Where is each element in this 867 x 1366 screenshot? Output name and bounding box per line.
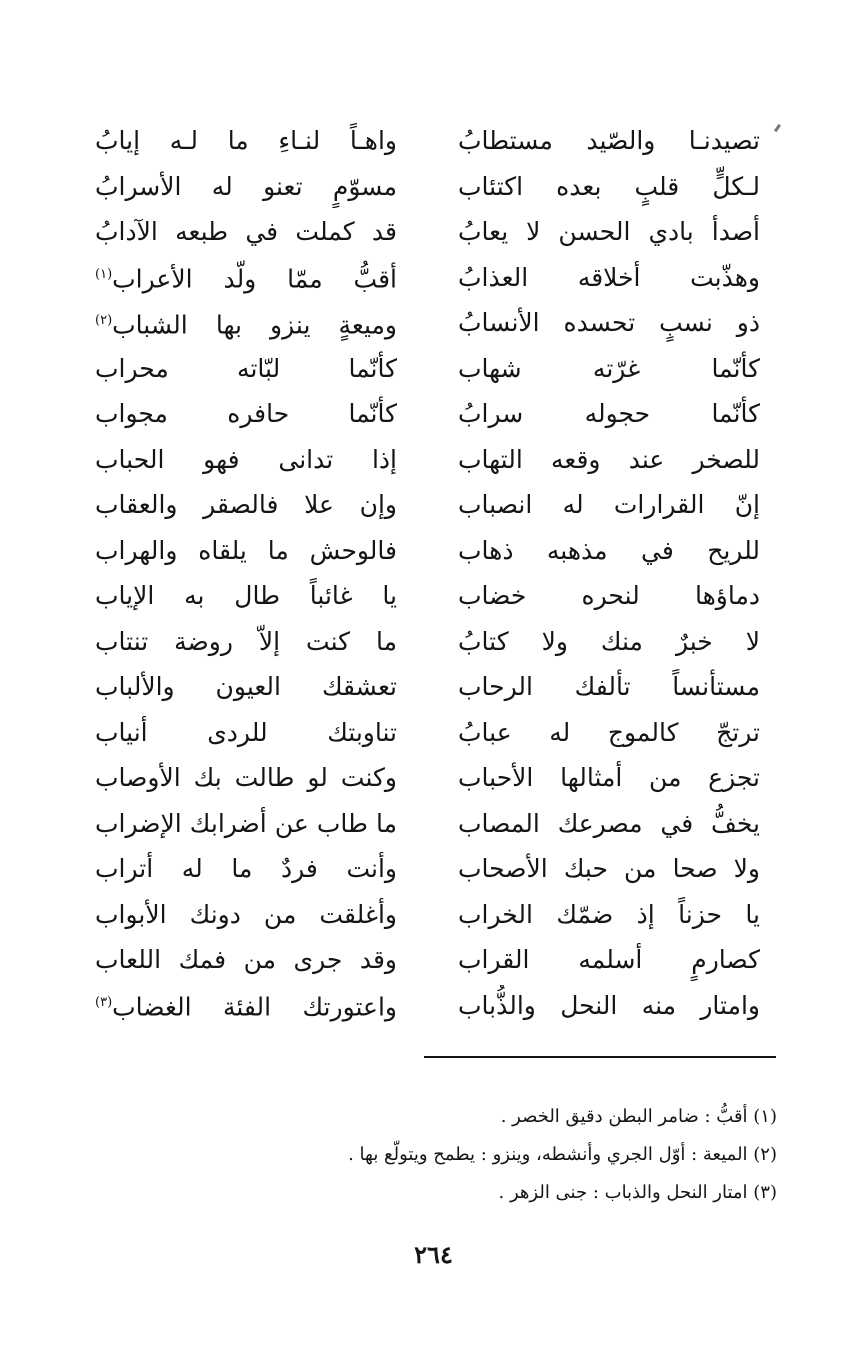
- verse-first-hemistich: كأنّما غرّته شهاب: [458, 353, 760, 383]
- verse-first-hemistich: يخفُّ في مصرعك المصاب: [458, 808, 760, 838]
- verse-second-text: وميعةٍ ينزو بها الشباب: [112, 310, 397, 340]
- verse: [95, 439, 760, 481]
- page-number: ٢٦٤: [414, 1240, 453, 1269]
- verse: [95, 575, 760, 617]
- verse-second-text: وأغلقت من دونك الأبواب: [95, 899, 397, 929]
- verse-second-hemistich: [95, 211, 397, 253]
- verse: [95, 894, 760, 936]
- verse-second-text: كأنّما حافره مجواب: [95, 399, 397, 428]
- verse-first-hemistich: للصخر عند وقعه التهاب: [458, 444, 760, 474]
- verse-second-hemistich: [95, 120, 397, 162]
- footnote-2: (٢) الميعة : أوّل الجري وأنشطه، وينزو : يطمح ويتولّع بها .: [348, 1144, 777, 1165]
- verse: [95, 348, 760, 390]
- verse-second-hemistich: [95, 757, 397, 799]
- verse: [95, 939, 760, 981]
- poem: [95, 120, 760, 1022]
- verse-second-text: تعشقك العيون والألباب: [95, 672, 397, 701]
- verse-second-text: تناوبتك للردى أنياب: [95, 717, 397, 747]
- verse-second-text: واعتورتك الفئة الغضاب: [112, 992, 397, 1022]
- verse-second-hemistich: [95, 621, 397, 663]
- verse: [95, 257, 760, 299]
- verse: [95, 712, 760, 754]
- corner-mark: [774, 124, 781, 132]
- verse-second-text: ما كنت إلاّ روضة تنتاب: [95, 626, 397, 656]
- verse-second-text: فالوحش ما يلقاه والهراب: [95, 535, 397, 565]
- verse-first-hemistich: إنّ القرارات له انصباب: [458, 490, 760, 519]
- verse-first-hemistich: للريح في مذهبه ذهاب: [458, 535, 760, 565]
- footnote-1: (١) أقبُّ : ضامر البطن دقيق الخصر .: [500, 1106, 777, 1127]
- verse-first-hemistich: ولا صحا من حبك الأصحاب: [458, 854, 760, 883]
- verse-first-hemistich: دماؤها لنحره خضاب: [458, 581, 760, 610]
- verse: [95, 302, 760, 344]
- verse-second-hemistich: [95, 848, 397, 890]
- verse-first-hemistich: تجزع من أمثالها الأحباب: [458, 763, 760, 792]
- verse: [95, 621, 760, 663]
- verse-second-hemistich: [95, 803, 397, 845]
- verse-second-hemistich: [95, 982, 397, 1028]
- verse-second-text: واهـاً لنـاءِ ما لـه إيابُ: [95, 126, 397, 155]
- verse-second-text: وإن علا فالصقر والعقاب: [95, 490, 397, 519]
- verse: [95, 484, 760, 526]
- verse-second-hemistich: [95, 484, 397, 526]
- verse-second-text: وأنت فردٌ ما له أتراب: [95, 854, 397, 883]
- verse-first-hemistich: تصيدنـا والصّيد مستطابُ: [458, 126, 760, 155]
- verse-second-hemistich: [95, 530, 397, 572]
- verse: [95, 393, 760, 435]
- footnotes: [77, 1098, 777, 1212]
- verse-first-hemistich: مستأنساً تألفك الرحاب: [458, 672, 760, 701]
- verse-first-hemistich: أصدأ بادي الحسن لا يعابُ: [458, 217, 760, 246]
- footnote-3: (٣) امتار النحل والذباب : جنى الزهر .: [498, 1182, 777, 1203]
- verse-second-hemistich: [95, 393, 397, 435]
- verse-second-text: ما طاب عن أضرابك الإضراب: [95, 808, 397, 838]
- verse-first-hemistich: لـكلٍّ قلبٍ بعده اكتئاب: [458, 171, 760, 201]
- verse-second-text: يا غائباً طال به الإياب: [95, 581, 397, 610]
- footnote-marker: (١): [95, 267, 113, 283]
- footnote-marker: (٢): [95, 312, 113, 328]
- verse-second-hemistich: [95, 666, 397, 708]
- verse-second-hemistich: [95, 575, 397, 617]
- verse-second-text: وكنت لو طالت بك الأوصاب: [95, 763, 397, 792]
- verse-first-hemistich: كصارمٍ أسلمه القراب: [458, 945, 760, 974]
- verse-first-hemistich: وهذّبت أخلاقه العذابُ: [458, 262, 760, 292]
- verse-second-text: وقد جرى من فمك اللعاب: [95, 945, 397, 974]
- verse-second-text: مسوّمٍ تعنو له الأسرابُ: [95, 171, 397, 201]
- verse-second-text: أقبُّ ممّا ولّد الأعراب: [112, 264, 397, 294]
- verse-first-hemistich: وامتار منه النحل والذُّباب: [458, 990, 760, 1020]
- verse: [95, 666, 760, 708]
- verse-second-text: قد كملت في طبعه الآدابُ: [95, 217, 397, 246]
- verse-second-text: كأنّما لبّاته محراب: [95, 353, 397, 383]
- verse: [95, 166, 760, 208]
- verse-first-hemistich: يا حزناً إذ ضمّك الخراب: [458, 899, 760, 929]
- verse-second-hemistich: [95, 712, 397, 754]
- footnote-marker: (٣): [95, 995, 113, 1011]
- verse: [95, 757, 760, 799]
- verse: [95, 848, 760, 890]
- verse-second-hemistich: [95, 939, 397, 981]
- verse-second-text: إذا تدانى فهو الحباب: [95, 444, 397, 474]
- verse-second-hemistich: [95, 300, 397, 346]
- verse-first-hemistich: كأنّما حجوله سرابُ: [458, 399, 760, 428]
- verse-first-hemistich: ترتجّ كالموج له عبابُ: [458, 717, 760, 747]
- verse: [95, 211, 760, 253]
- verse: [95, 120, 760, 162]
- verse-first-hemistich: ذو نسبٍ تحسده الأنسابُ: [458, 308, 760, 337]
- verse-second-hemistich: [95, 348, 397, 390]
- verse: [95, 985, 760, 1027]
- verse-first-hemistich: لا خبرٌ منك ولا كتابُ: [458, 626, 760, 656]
- verse: [95, 803, 760, 845]
- verse-second-hemistich: [95, 894, 397, 936]
- verse: [95, 530, 760, 572]
- footnote-rule: [424, 1056, 776, 1058]
- verse-second-hemistich: [95, 439, 397, 481]
- verse-second-hemistich: [95, 166, 397, 208]
- verse-second-hemistich: [95, 254, 397, 300]
